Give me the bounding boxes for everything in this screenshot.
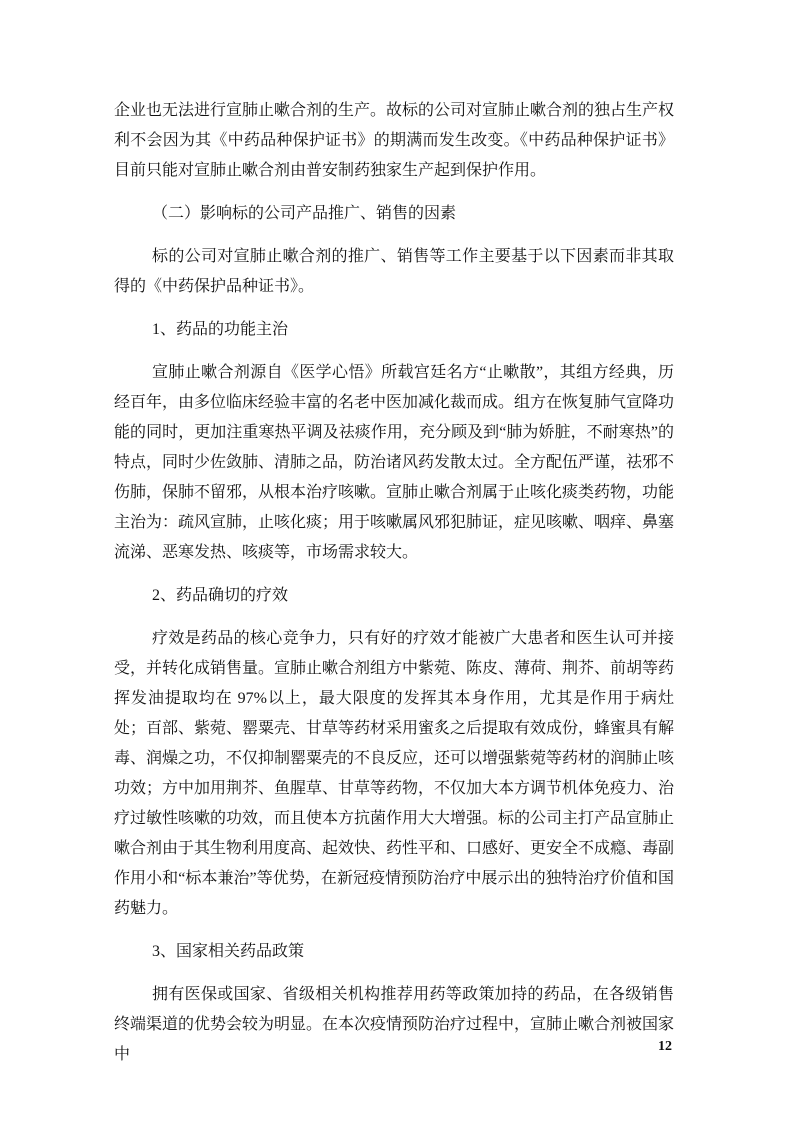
page-number: 12	[658, 1039, 672, 1054]
item1-paragraph: 宣肺止嗽合剂源自《医学心悟》所载宫廷名方“止嗽散”，其组方经典，历经百年，由多位临床经验丰富的名老中医加减化裁而成。组方在恢复肺气宣降功能的同时，更加注重寒热平调及祛痰作用，充分顾及到“肺为娇脏，不耐寒热”的特点，同时少佐敛肺、清肺之品，防治诸风药发散太过。全方配伍严谨，祛邪不伤肺，保肺不留邪，从根本治疗咳嗽。宣肺止嗽合剂属于止咳化痰类药物，功能主治为：疏风宣肺，止咳化痰；用于咳嗽属风邪犯肺证，症见咳嗽、咽痒、鼻塞流涕、恶寒发热、咳痰等，市场需求较大。	[114, 364, 675, 561]
item2-paragraph: 疗效是药品的核心竞争力，只有好的疗效才能被广大患者和医生认可并接受，并转化成销售量。宣肺止嗽合剂组方中紫菀、陈皮、薄荷、荆芥、前胡等药挥发油提取均在 97%以上，最大限度的发挥其本身作用，尤其是作用于病灶处；百部、紫菀、罂粟壳、甘草等药材采用蜜炙之后提取有效成份，蜂蜜具有解毒、润燥之功，不仅抑制罂粟壳的不良反应，还可以增强紫菀等药材的润肺止咳功效；方中加用荆芥、鱼腥草、甘草等药物，不仅加大本方调节机体免疫力、治疗过敏性咳嗽的功效，而且使本方抗菌作用大大增强。标的公司主打产品宣肺止嗽合剂由于其生物利用度高、起效快、药性平和、口感好、更安全不成瘾、毒副作用小和“标本兼治”等优势，在新冠疫情预防治疗中展示出的独特治疗价值和国药魅力。	[114, 630, 675, 917]
document-body	[114, 96, 674, 1083]
item1-heading: 1、药品的功能主治	[152, 321, 289, 338]
continuation-paragraph: 企业也无法进行宣肺止嗽合剂的生产。故标的公司对宣肺止嗽合剂的独占生产权利不会因为其《中药品种保护证书》的期满而发生改变。《中药品种保护证书》目前只能对宣肺止嗽合剂由普安制药独家生产起到保护作用。	[114, 102, 675, 179]
item3-heading: 3、国家相关药品政策	[152, 943, 305, 960]
intro-paragraph: 标的公司对宣肺止嗽合剂的推广、销售等工作主要基于以下因素而非其取得的《中药保护品种证书》。	[114, 248, 674, 295]
item3-paragraph: 拥有医保或国家、省级相关机构推荐用药等政策加持的药品，在各级销售终端渠道的优势会较为明显。在本次疫情预防治疗过程中，宣肺止嗽合剂被国家中	[114, 986, 675, 1063]
item2-heading: 2、药品确切的疗效	[152, 587, 289, 604]
section-heading: （二）影响标的公司产品推广、销售的因素	[152, 205, 457, 222]
